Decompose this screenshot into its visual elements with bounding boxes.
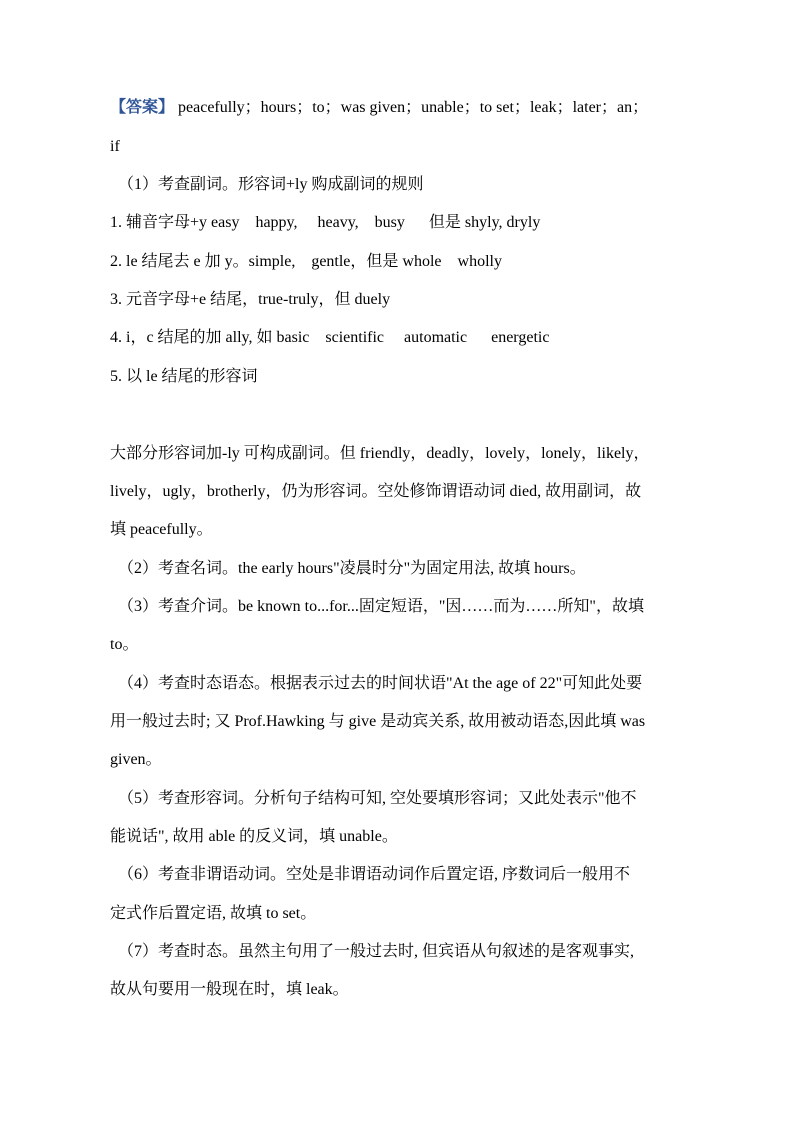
section1-para-line-1: 大部分形容词加-ly 可构成副词。但 friendly，deadly，lovely，lonely，likely， xyxy=(110,445,650,462)
section7-line-1: （7）考查时态。虽然主句用了一般过去时, 但宾语从句叙述的是客观事实, xyxy=(118,943,635,960)
section4-line-3: given。 xyxy=(110,751,162,768)
answer-line xyxy=(110,97,690,119)
answer-line-2: if xyxy=(110,138,120,155)
answer-tag: 【答案】 xyxy=(110,99,175,116)
section1-para-line-2: lively，ugly，brotherly，仍为形容词。空处修饰谓语动词 died, 故用副词，故 xyxy=(110,483,642,500)
rule-5: 5. 以 le 结尾的形容词 xyxy=(110,368,258,385)
rule-4: 4. i，c 结尾的加 ally, 如 basic scientific automatic energetic xyxy=(110,329,550,346)
answer-text: peacefully；hours；to；was given；unable；to set；leak；later；an； xyxy=(174,99,649,116)
rule-3: 3. 元音字母+e 结尾，true-truly，但 duely xyxy=(110,291,391,308)
rule-2: 2. le 结尾去 e 加 y。simple, gentle，但是 whole wholly xyxy=(110,253,502,270)
section4-line-1: （4）考查时态语态。根据表示过去的时间状语"At the age of 22"可知此处要 xyxy=(118,675,643,692)
section6-line-1: （6）考查非谓语动词。空处是非谓语动词作后置定语, 序数词后一般用不 xyxy=(118,866,631,883)
section6-line-2: 定式作后置定语, 故填 to set。 xyxy=(110,905,317,922)
section5-line-2: 能说话", 故用 able 的反义词，填 unable。 xyxy=(110,828,398,845)
section1-para-line-3: 填 peacefully。 xyxy=(110,521,213,538)
rule-1: 1. 辅音字母+y easy happy, heavy, busy 但是 shyly, dryly xyxy=(110,214,541,231)
section4-line-2: 用一般过去时; 又 Prof.Hawking 与 give 是动宾关系, 故用被动语态,因此填 was xyxy=(110,713,646,730)
section7-line-2: 故从句要用一般现在时，填 leak。 xyxy=(110,981,349,998)
section3-line-1: （3）考查介词。be known to...for...固定短语，"因……而为……所知"，故填 xyxy=(118,598,644,615)
section5-line-1: （5）考查形容词。分析句子结构可知, 空处要填形容词；又此处表示"他不 xyxy=(118,790,637,807)
section1-heading: （1）考查副词。形容词+ly 购成副词的规则 xyxy=(118,176,424,193)
section3-line-2: to。 xyxy=(110,636,139,653)
section2-line: （2）考查名词。the early hours"凌晨时分"为固定用法, 故填 hours。 xyxy=(118,560,586,577)
